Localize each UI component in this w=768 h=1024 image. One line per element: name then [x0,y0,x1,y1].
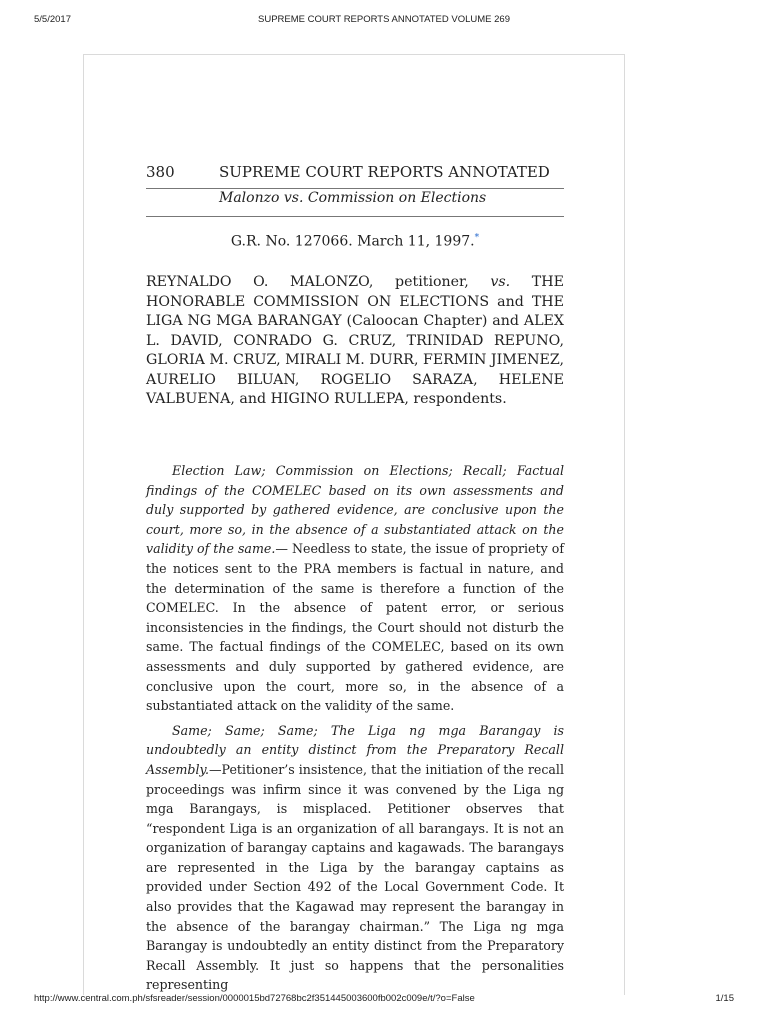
print-date: 5/5/2017 [34,14,71,25]
respondent-individuals: ALEX L. DAVID, CONRADO G. CRUZ, TRINIDAD REPUNO, GLORIA M. CRUZ, MIRALI M. DURR, FERMIN JIMENEZ, AURELIO BILUAN, ROGELIO SARAZA, HELENE VALBUENA, [146,313,565,407]
petitioner-role: petitioner, [373,274,491,290]
print-footer [34,993,734,1007]
syllabus-body: — Needless to state, the issue of propriety of the notices sent to the PRA members is factual in nature, and the determination of the same is therefore a function of the COMELEC. In the absence of patent error, or serious inconsistencies in the findings, the Court should not disturb the same. The factual findings of the COMELEC, based on its own assessments and duly supported by gathered evidence, are conclusive upon the court, more so, in the absence of a substantiated attack on the validity of the same. [146,541,564,714]
versus: vs. [490,274,511,290]
gr-number-line [146,233,564,250]
syllabus-heading: Election Law; Commission on Elections; Recall; Factual findings of the COMELEC based on its own assessments and duly supported by gathered evidence, are conclusive upon the court, more so, in the absence of a substantiated attack on the validity of the same. [146,463,564,557]
syllabus [146,461,564,995]
document-page [83,54,625,995]
petitioner-name: REYNALDO O. MALONZO, [146,274,374,290]
header-rule-bottom [146,216,564,217]
syllabus-body: —Petitioner’s insistence, that the initiation of the recall proceedings was infirm since it was convened by the Liga ng mga Barangays, is misplaced. Petitioner observes that “respondent Liga is an organization of all barangays. It is not an organization of barangay captains and kagawads. The barangays are represented in the Liga by the barangay captains as provided under Section 492 of the Local Government Code. It also provides that the Kagawad may represent the barangay in the absence of the barangay chairman.” The Liga ng mga Barangay is undoubtedly an entity distinct from the Preparatory Recall Assembly. It just so happens that the personalities representing [146,761,564,993]
footnote-link[interactable]: * [474,233,480,243]
reporter-title: SUPREME COURT REPORTS ANNOTATED [219,163,550,181]
respondent-liga: THE LIGA NG MGA BARANGAY (Caloocan Chapter) [146,293,565,329]
parties-block [146,273,564,410]
print-title: SUPREME COURT REPORTS ANNOTATED VOLUME 269 [258,14,510,25]
conjunction: and [492,313,519,329]
conjunction: and [239,391,267,407]
print-page-count: 1/15 [715,993,734,1004]
respondent-last: HIGINO RULLEPA, [266,391,409,407]
respondent-role: respondents. [408,391,507,407]
page-number: 380 [146,163,175,181]
conjunction: and [497,293,524,310]
syllabus-paragraph [146,461,564,716]
print-header [34,14,734,28]
print-url: http://www.central.com.ph/sfsreader/session/0000015bd72768bc2f351445003600fb002c009e/t/?o=False [34,993,475,1004]
header-rule-top [146,188,564,189]
case-short-title: Malonzo vs. Commission on Elections [219,190,487,206]
gr-number: G.R. No. 127066. March 11, 1997. [230,233,475,250]
respondent-comelec: THE HONORABLE COMMISSION ON ELECTIONS [146,274,564,310]
syllabus-heading: Same; Same; Same; The Liga ng mga Barangay is undoubtedly an entity distinct from the Preparatory Recall Assembly. [146,722,564,777]
syllabus-paragraph [146,721,564,995]
